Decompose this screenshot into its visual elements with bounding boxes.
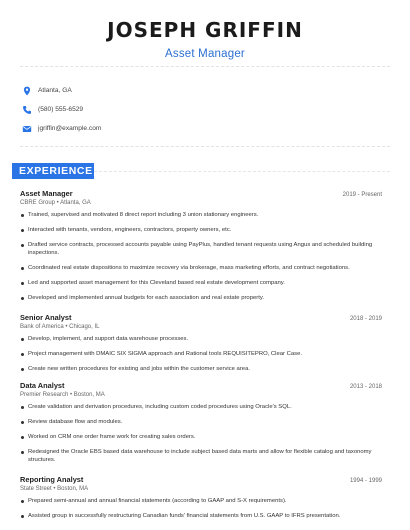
job-bullet: Coordinated real estate dispositions to maximize recovery via brokerage, mass marketing efforts, and contract negotiations. bbox=[20, 264, 382, 272]
job-bullets bbox=[20, 335, 382, 373]
job-bullet: Assisted group in successfully restructuring Canadian funds' financial statements from U.S. GAAP to IFRS presentation. bbox=[20, 512, 382, 520]
job-entry bbox=[20, 189, 382, 309]
job-bullet: Trained, supervised and motivated 8 direct report including 3 union stationary engineers. bbox=[20, 211, 382, 219]
job-entry bbox=[20, 313, 382, 380]
job-title: Asset Manager bbox=[20, 189, 73, 198]
phone-icon bbox=[22, 105, 32, 115]
contact-list bbox=[22, 82, 101, 139]
job-bullet: Review database flow and modules. bbox=[20, 418, 382, 426]
resume-header bbox=[0, 0, 410, 60]
job-bullet: Interacted with tenants, vendors, engineers, contractors, property owners, etc. bbox=[20, 226, 382, 234]
job-dates: 2018 - 2019 bbox=[349, 316, 382, 322]
contact-divider bbox=[20, 146, 390, 147]
job-entry bbox=[20, 381, 382, 471]
job-dates: 2019 - Present bbox=[342, 192, 382, 198]
job-bullet: Create new written procedures for existing and jobs within the customer service area. bbox=[20, 365, 382, 373]
job-employer: State Street • Boston, MA bbox=[20, 486, 89, 492]
email-icon bbox=[22, 124, 32, 134]
job-title: Data Analyst bbox=[20, 381, 65, 390]
job-bullet: Drafted service contracts, processed accounts payable using PayPlus, handled tenant requests using Angus and scheduled building inspections. bbox=[20, 241, 382, 257]
job-bullet: Developed and implemented annual budgets for each association and real estate property. bbox=[20, 294, 382, 302]
contact-location bbox=[22, 82, 101, 100]
job-bullet: Develop, implement, and support data warehouse processes. bbox=[20, 335, 382, 343]
job-employer: Bank of America • Chicago, IL bbox=[20, 324, 100, 330]
job-entry bbox=[20, 475, 382, 527]
job-title: Reporting Analyst bbox=[20, 475, 84, 484]
job-employer: CBRE Group • Atlanta, GA bbox=[20, 200, 91, 206]
header-divider bbox=[20, 66, 390, 67]
job-bullet: Redesigned the Oracle EBS based data warehouse to include subject based data marts and allow for flexible catalog and taxonomy structures. bbox=[20, 448, 382, 464]
job-bullet: Worked on CRM one order frame work for creating sales orders. bbox=[20, 433, 382, 441]
contact-phone bbox=[22, 101, 101, 119]
job-bullet: Prepared semi-annual and annual financial statements (according to GAAP and S-X requirements). bbox=[20, 497, 382, 505]
job-bullet: Led and supported asset management for this Cleveland based real estate development company. bbox=[20, 279, 382, 287]
job-bullets bbox=[20, 211, 382, 302]
contact-email bbox=[22, 120, 101, 138]
candidate-title: Asset Manager bbox=[165, 48, 245, 60]
job-bullet: Project management with DMAIC SIX SIGMA approach and Rational tools REQUISITEPRO, Clear Case. bbox=[20, 350, 382, 358]
contact-location-text: Atlanta, GA bbox=[38, 87, 72, 94]
candidate-name: JOSEPH GRIFFIN bbox=[107, 18, 303, 42]
job-dates: 1994 - 1999 bbox=[349, 478, 382, 484]
job-bullets bbox=[20, 497, 382, 520]
contact-email-text: jgriffin@example.com bbox=[38, 125, 102, 132]
job-title: Senior Analyst bbox=[20, 313, 72, 322]
experience-section-heading: EXPERIENCE bbox=[12, 163, 94, 179]
location-pin-icon bbox=[22, 86, 32, 96]
experience-heading-rule bbox=[94, 171, 390, 172]
contact-phone-text: (580) 555-6529 bbox=[38, 106, 84, 113]
job-dates: 2013 - 2018 bbox=[349, 384, 382, 390]
job-bullet: Create validation and derivation procedures, including custom coded procedures using Oracle's SQL. bbox=[20, 403, 382, 411]
job-bullets bbox=[20, 403, 382, 464]
job-employer: Premier Research • Boston, MA bbox=[20, 392, 105, 398]
